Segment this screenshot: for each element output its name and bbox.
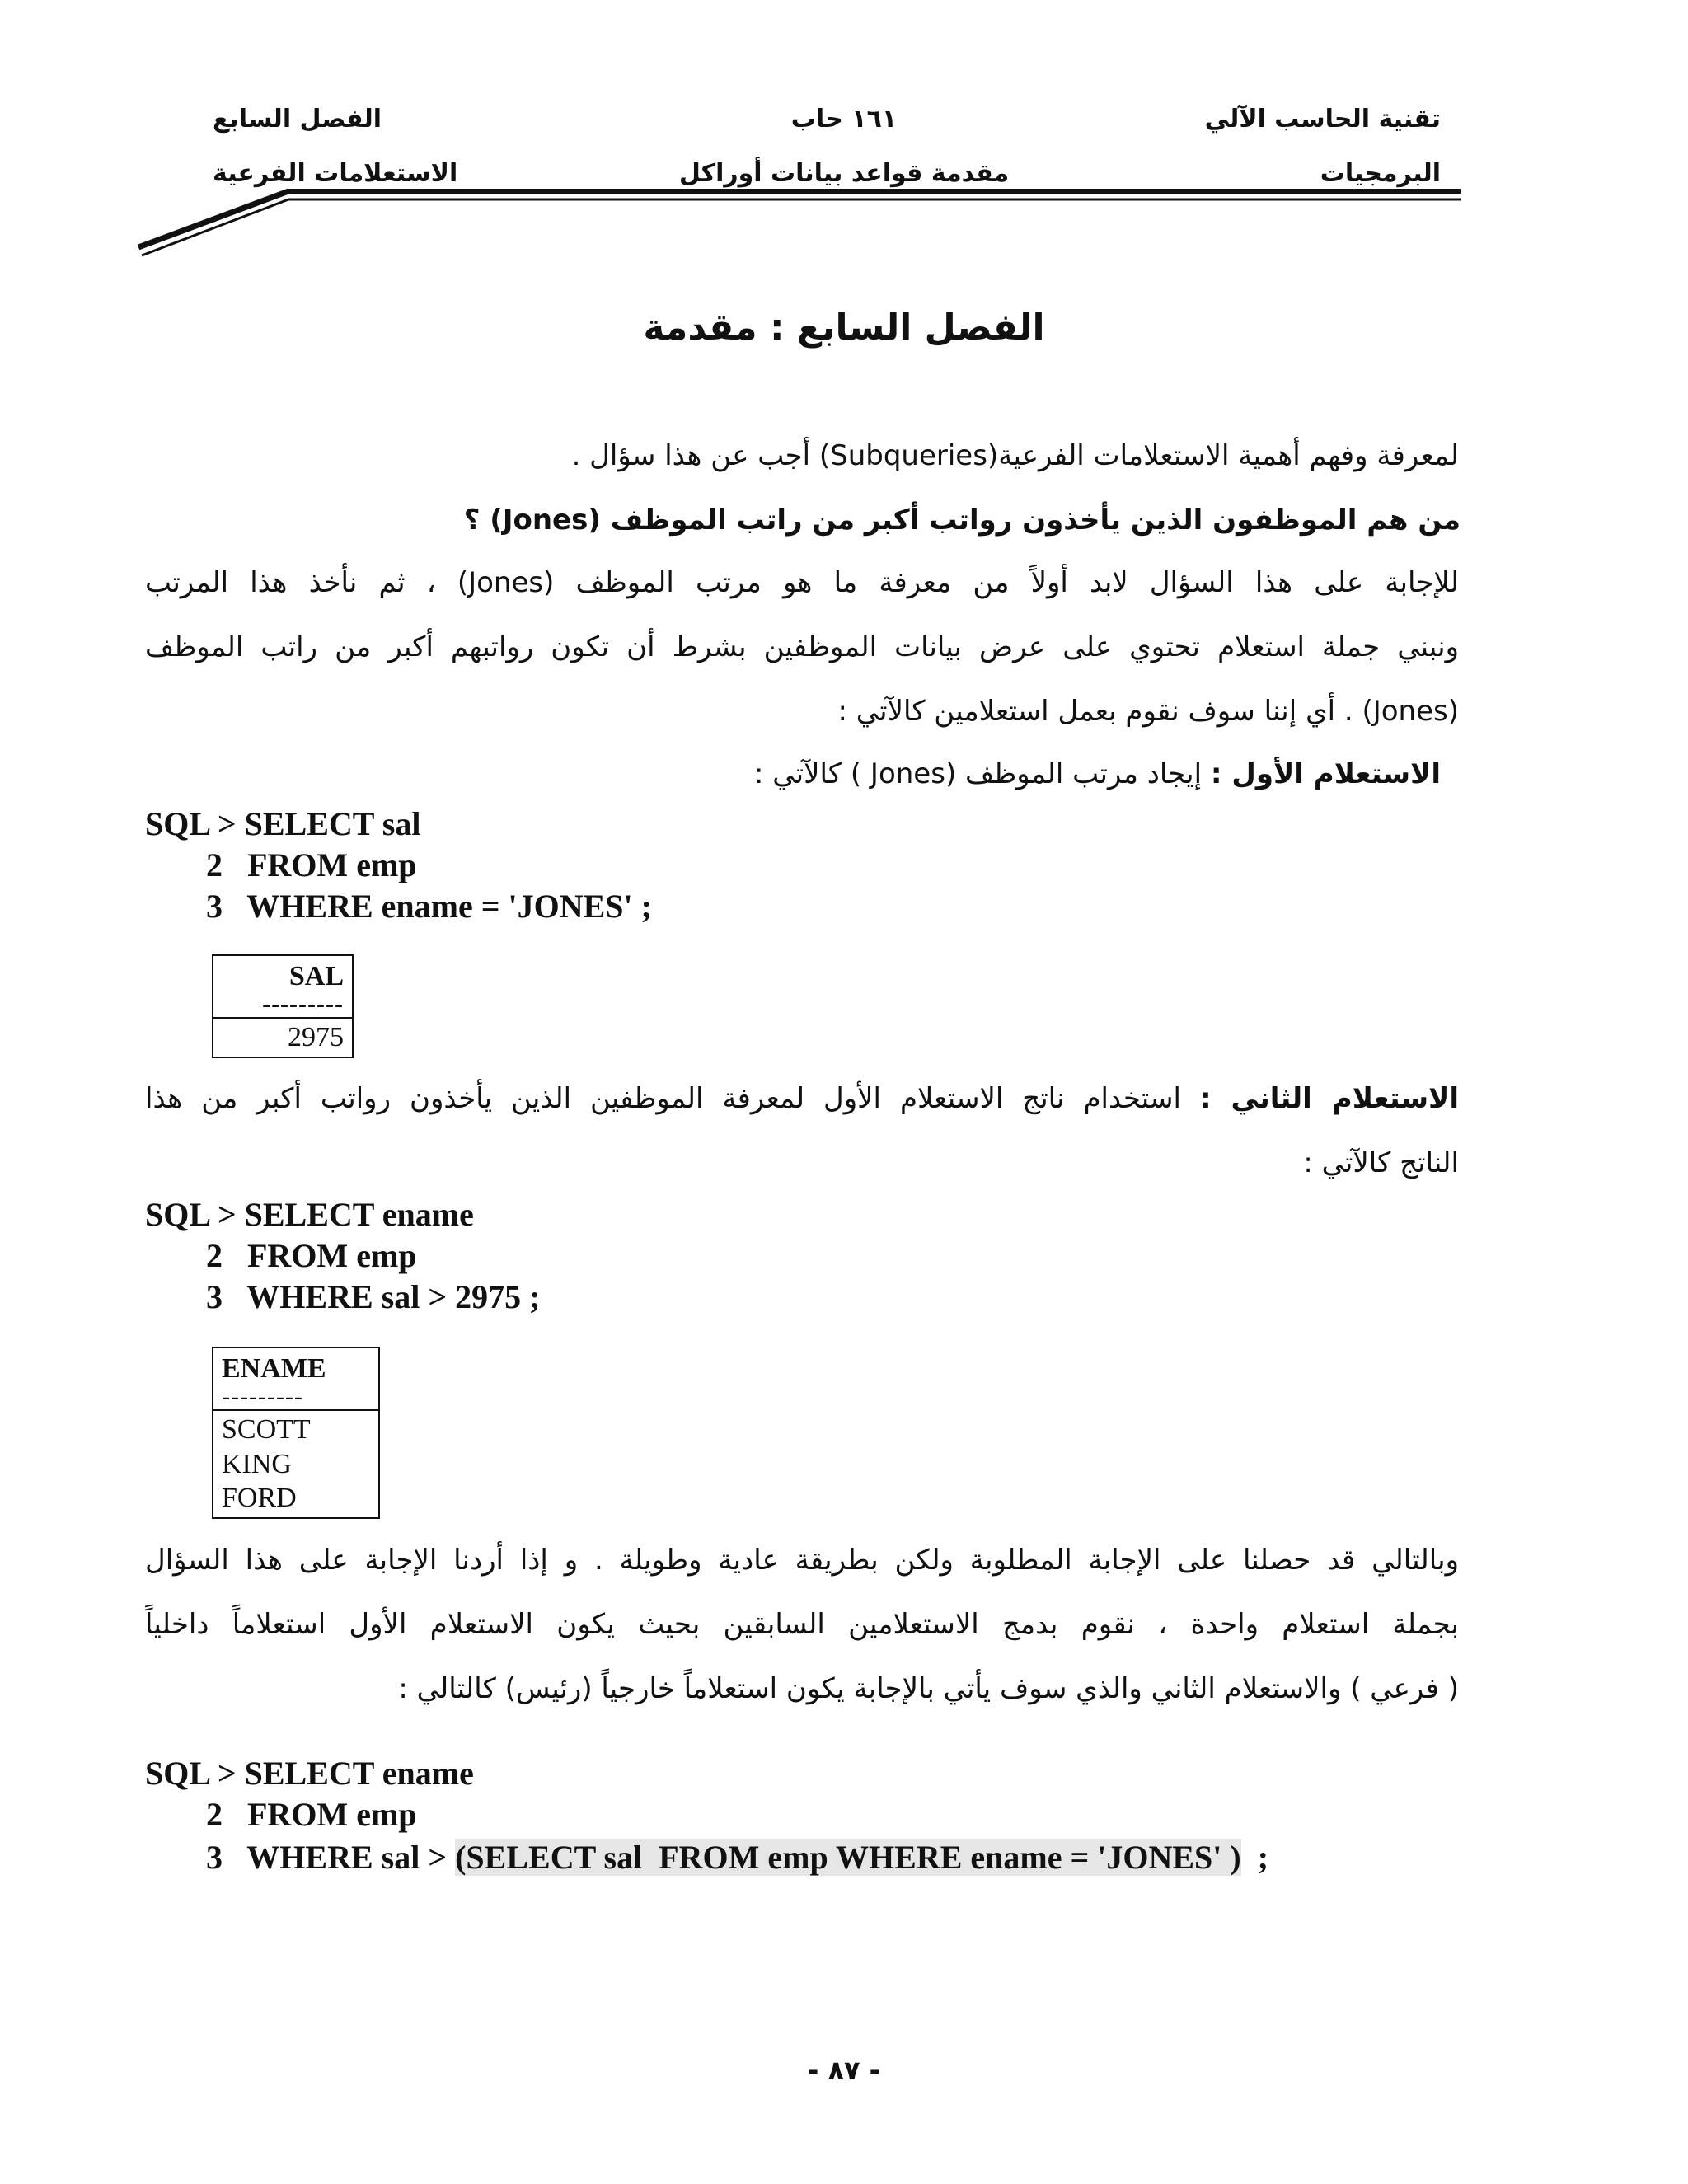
query2-line-1: SQL > SELECT ename [145, 1196, 474, 1233]
column-header-ename: ENAME [222, 1353, 326, 1384]
query2-label-text: استخدام ناتج الاستعلام الأول لمعرفة الموظفين الذين يأخذون رواتب أكبر من هذا [145, 1082, 1181, 1115]
query1-label [754, 757, 1441, 790]
conclusion-line-2: بجملة استعلام واحدة ، نقوم بدمج الاستعلامين السابقين بحيث يكون الاستعلام الأول استعلاماً داخلياً [145, 1608, 1459, 1641]
query3-line-2: 2 FROM emp [206, 1796, 417, 1833]
result-table-body [213, 1019, 352, 1056]
query1-line-3: 3 WHERE ename = 'JONES' ; [206, 888, 652, 925]
query3-terminator: ; [1240, 1839, 1269, 1876]
query2-label [145, 1082, 1459, 1115]
query3-where-clause: 3 WHERE sal > [206, 1839, 456, 1876]
intro-question: من هم الموظفون الذين يأخذون رواتب أكبر من راتب الموظف (Jones) ؟ [463, 504, 1461, 537]
header-department: البرمجيات [1320, 159, 1441, 188]
header-chapter-topic: الاستعلامات الفرعية [213, 159, 458, 188]
query3-line-3 [206, 1841, 1268, 1874]
conclusion-line-1: وبالتالي قد حصلنا على الإجابة المطلوبة ولكن بطريقة عادية وطويلة . و إذا أردنا الإجابة على هذا السؤال [145, 1544, 1459, 1577]
column-header-sal: SAL [288, 961, 344, 991]
result-table-header [213, 1348, 378, 1411]
header-separator: --------- [262, 991, 344, 1019]
conclusion-line-3: ( فرعي ) والاستعلام الثاني والذي سوف يأتي بالإجابة يكون استعلاماً خارجياً (رئيس) كالتالي : [398, 1672, 1459, 1705]
result-table-header [213, 956, 352, 1019]
query2-line-2: 2 FROM emp [206, 1237, 417, 1274]
query2-result-table [212, 1347, 380, 1519]
query3-subquery: (SELECT sal FROM emp WHERE ename = 'JONES' ) [455, 1839, 1241, 1876]
header-course-code: ١٦١ حاب [790, 105, 898, 134]
intro-answer-line-2: ونبني جملة استعلام تحتوي على عرض بيانات الموظفين بشرط أن تكون رواتبهم أكبر من راتب الموظف [145, 630, 1459, 663]
page-title: الفصل السابع : مقدمة [643, 307, 1045, 349]
intro-answer-line-3: (Jones) . أي إننا سوف نقوم بعمل استعلامين كالآتي : [837, 695, 1459, 728]
header-course-title: تقنية الحاسب الآلي [1204, 105, 1441, 134]
table-row: FORD [222, 1483, 297, 1514]
query1-result-table [212, 954, 354, 1058]
page-number: - ٨٧ - [808, 2055, 880, 2086]
query1-label-title: الاستعلام الأول : [1210, 757, 1441, 790]
intro-paragraph: لمعرفة وفهم أهمية الاستعلامات الفرعية(Subqueries) أجب عن هذا سؤال . [571, 439, 1459, 472]
query1-line-1: SQL > SELECT sal [145, 805, 421, 842]
query1-line-2: 2 FROM emp [206, 846, 417, 883]
header-chapter: الفصل السابع [213, 105, 382, 134]
header-course-name: مقدمة قواعد بيانات أوراكل [678, 159, 1010, 188]
table-row: SCOTT [222, 1414, 311, 1446]
table-row: KING [222, 1448, 292, 1479]
header-rule [0, 0, 1688, 264]
query1-label-text: إيجاد مرتب الموظف (Jones ) كالآتي : [754, 757, 1203, 790]
table-row: 2975 [288, 1022, 344, 1053]
query2-line-3: 3 WHERE sal > 2975 ; [206, 1278, 541, 1315]
query3-line-1: SQL > SELECT ename [145, 1755, 474, 1792]
header-separator: --------- [222, 1383, 303, 1411]
query2-label-title: الاستعلام الثاني : [1199, 1082, 1459, 1115]
intro-answer-line-1: للإجابة على هذا السؤال لابد أولاً من معرفة ما هو مرتب الموظف (Jones) ، ثم نأخذ هذا المرتب [145, 566, 1459, 599]
result-table-body [213, 1411, 378, 1516]
query2-label-line-2: الناتج كالآتي : [1303, 1146, 1459, 1179]
